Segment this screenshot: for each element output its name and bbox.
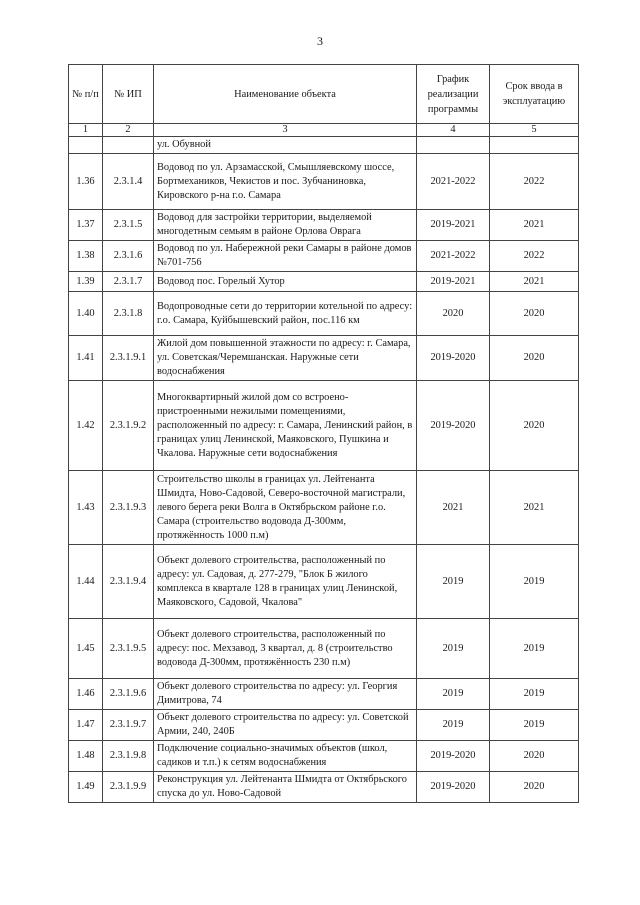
row-ip: 2.3.1.9.9 [103,772,154,803]
table-row [69,154,579,210]
row-schedule: 2019 [417,710,490,741]
table-row [69,772,579,803]
row-schedule: 2019-2020 [417,772,490,803]
header-schedule: График реализации программы [417,65,490,124]
row-name: Водовод для застройки территории, выделяемой многодетным семьям в районе Орлова Оврага [154,210,417,241]
row-name: Водовод пос. Горелый Хутор [154,272,417,292]
row-term: 2019 [490,545,579,619]
column-number: 2 [103,124,154,137]
table-row [69,710,579,741]
objects-table [68,64,579,803]
continuation-row [69,137,579,154]
row-name: Объект долевого строительства по адресу: ул. Советской Армии, 240, 240Б [154,710,417,741]
row-num: 1.39 [69,272,103,292]
row-term: 2021 [490,210,579,241]
table-row [69,241,579,272]
continuation-text: ул. Обувной [154,137,417,154]
row-term: 2020 [490,772,579,803]
row-schedule: 2021-2022 [417,154,490,210]
row-name: Водовод по ул. Набережной реки Самары в районе домов №701-756 [154,241,417,272]
table-row [69,471,579,545]
row-schedule: 2019 [417,679,490,710]
row-name: Многоквартирный жилой дом со встроено-пристроенными нежилыми помещениями, расположенный по адресу: г. Самара, Ленинский район, в границах улиц Ленинской, Маяковского, Пушкина и Чкалова. Наружные сети водоснабжения [154,381,417,471]
table-header-row [69,65,579,124]
row-num: 1.38 [69,241,103,272]
row-ip: 2.3.1.6 [103,241,154,272]
row-name: Объект долевого строительства по адресу: ул. Георгия Димитрова, 74 [154,679,417,710]
table-row [69,679,579,710]
column-number: 4 [417,124,490,137]
table-body [69,154,579,803]
table-row [69,741,579,772]
row-name: Объект долевого строительства, расположенный по адресу: пос. Мехзавод, 3 квартал, д. 8 (строительство водовода Д-300мм, протяжённость 230 п.м) [154,619,417,679]
row-num: 1.48 [69,741,103,772]
row-term: 2020 [490,292,579,336]
header-ip: № ИП [103,65,154,124]
row-ip: 2.3.1.9.5 [103,619,154,679]
row-schedule: 2021 [417,471,490,545]
row-schedule: 2019-2020 [417,336,490,381]
row-ip: 2.3.1.9.4 [103,545,154,619]
row-term: 2020 [490,741,579,772]
row-ip: 2.3.1.5 [103,210,154,241]
column-numbers-row [69,124,579,137]
row-schedule: 2019 [417,619,490,679]
row-schedule: 2019 [417,545,490,619]
row-num: 1.45 [69,619,103,679]
row-schedule: 2019-2020 [417,381,490,471]
table-row [69,292,579,336]
row-ip: 2.3.1.4 [103,154,154,210]
row-name: Жилой дом повышенной этажности по адресу: г. Самара, ул. Советская/Черемшанская. Наружные сети водоснабжения [154,336,417,381]
row-term: 2020 [490,336,579,381]
row-term: 2019 [490,679,579,710]
table-row [69,545,579,619]
row-num: 1.47 [69,710,103,741]
row-name: Водовод по ул. Арзамасской, Смышляевскому шоссе, Бортмехаников, Чекистов и пос. Зубчаниновка, Кировского р-на г.о. Самара [154,154,417,210]
table-row [69,210,579,241]
row-name: Объект долевого строительства, расположенный по адресу: ул. Садовая, д. 277-279, "Блок Б жилого комплекса в квартале 128 в границах улиц Ленинской, Маяковского, Садовой, Чкалова" [154,545,417,619]
row-ip: 2.3.1.9.2 [103,381,154,471]
row-term: 2021 [490,471,579,545]
row-ip: 2.3.1.9.3 [103,471,154,545]
row-num: 1.37 [69,210,103,241]
column-number: 1 [69,124,103,137]
row-ip: 2.3.1.8 [103,292,154,336]
row-num: 1.40 [69,292,103,336]
page-number: 3 [317,34,323,48]
row-schedule: 2019-2021 [417,210,490,241]
row-num: 1.43 [69,471,103,545]
row-num: 1.42 [69,381,103,471]
row-term: 2019 [490,710,579,741]
row-ip: 2.3.1.9.1 [103,336,154,381]
row-name: Водопроводные сети до территории котельной по адресу: г.о. Самара, Куйбышевский район, пос.116 км [154,292,417,336]
row-ip: 2.3.1.9.7 [103,710,154,741]
table-row [69,336,579,381]
row-term: 2021 [490,272,579,292]
row-schedule: 2021-2022 [417,241,490,272]
column-number: 3 [154,124,417,137]
row-term: 2022 [490,154,579,210]
row-schedule: 2020 [417,292,490,336]
row-ip: 2.3.1.9.8 [103,741,154,772]
row-num: 1.46 [69,679,103,710]
column-number: 5 [490,124,579,137]
header-name: Наименование объекта [154,65,417,124]
header-num: № п/п [69,65,103,124]
header-term: Срок ввода в эксплуатацию [490,65,579,124]
row-num: 1.36 [69,154,103,210]
table-row [69,381,579,471]
row-num: 1.49 [69,772,103,803]
row-name: Строительство школы в границах ул. Лейтенанта Шмидта, Ново-Садовой, Северо-восточной магистрали, левого берега реки Волга в Октябрьском районе г.о. Самара (строительство водовода Д-300мм, протяжённость 1000 п.м) [154,471,417,545]
row-term: 2020 [490,381,579,471]
row-term: 2022 [490,241,579,272]
row-term: 2019 [490,619,579,679]
row-schedule: 2019-2021 [417,272,490,292]
row-ip: 2.3.1.9.6 [103,679,154,710]
row-num: 1.44 [69,545,103,619]
row-name: Реконструкция ул. Лейтенанта Шмидта от Октябрьского спуска до ул. Ново-Садовой [154,772,417,803]
table-row [69,272,579,292]
row-num: 1.41 [69,336,103,381]
row-schedule: 2019-2020 [417,741,490,772]
row-ip: 2.3.1.7 [103,272,154,292]
table-row [69,619,579,679]
row-name: Подключение социально-значимых объектов (школ, садиков и т.п.) к сетям водоснабжения [154,741,417,772]
